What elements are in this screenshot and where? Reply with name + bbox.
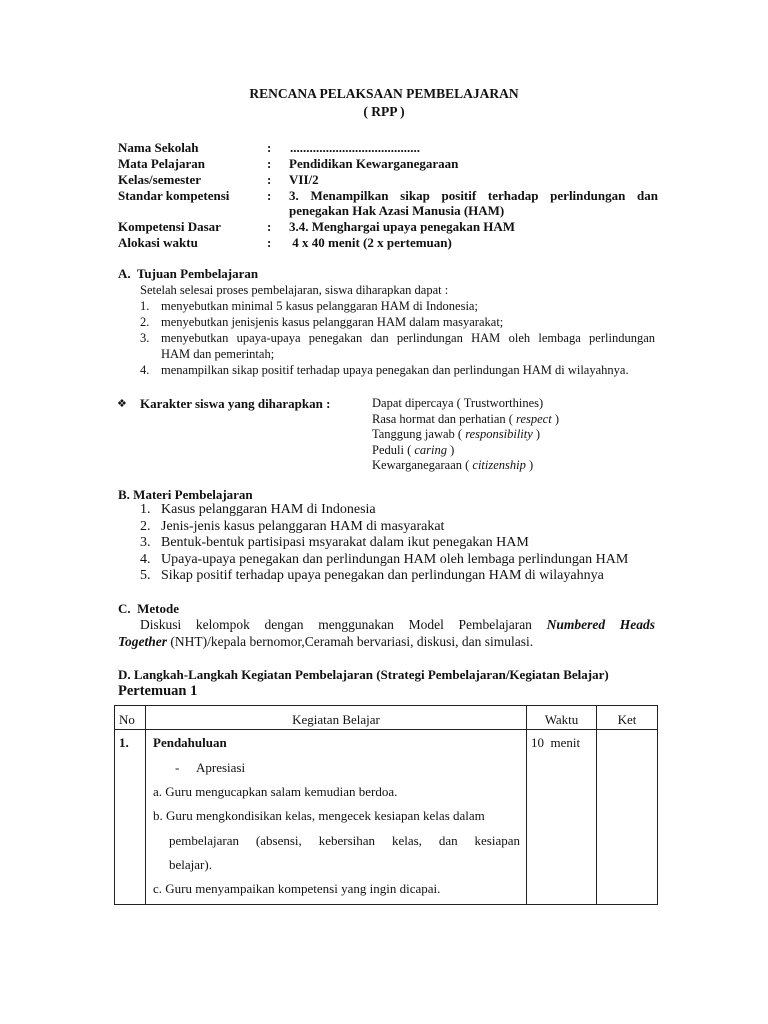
karakter-text: Tanggung jawab ( bbox=[372, 427, 466, 441]
metode-line-2 bbox=[118, 634, 533, 650]
row-waktu: 10 menit bbox=[531, 735, 581, 750]
header-ket: Ket bbox=[617, 712, 637, 727]
meta-row-kelas bbox=[118, 172, 658, 188]
list-text: Upaya-upaya penegakan dan perlindungan HAM oleh lembaga perlindungan HAM bbox=[161, 551, 629, 567]
list-item bbox=[140, 535, 655, 552]
table-divider bbox=[115, 729, 657, 730]
meta-row-standar bbox=[118, 188, 658, 204]
dash-bullet: - bbox=[175, 760, 180, 775]
meta-label: Mata Pelajaran bbox=[118, 156, 206, 171]
list-item bbox=[140, 298, 655, 314]
meta-label: Nama Sekolah bbox=[118, 140, 199, 155]
kegiatan-step-b-cont: belajar). bbox=[169, 857, 212, 872]
kegiatan-step-a: a. Guru mengucapkan salam kemudian berdoa. bbox=[153, 784, 398, 799]
apresiasi-label: Apresiasi bbox=[196, 760, 246, 775]
list-number: 2. bbox=[140, 315, 150, 329]
list-text: Sikap positif terhadap upaya penegakan dan perlindungan HAM di wilayahnya bbox=[161, 568, 604, 583]
karakter-text: ) bbox=[551, 411, 559, 426]
list-item bbox=[140, 362, 655, 378]
list-item bbox=[140, 502, 655, 519]
list-number: 3. bbox=[140, 331, 150, 345]
meta-colon: : bbox=[267, 219, 272, 234]
table-divider bbox=[596, 706, 597, 904]
kegiatan-step-c: c. Guru menyampaikan kompetensi yang ingin dicapai. bbox=[153, 881, 441, 896]
karakter-term: respect bbox=[516, 411, 552, 426]
meta-label: Alokasi waktu bbox=[118, 235, 198, 250]
list-number: 4. bbox=[140, 363, 150, 377]
header-no: No bbox=[119, 712, 135, 727]
karakter-item bbox=[372, 443, 559, 459]
section-heading-materi: B. Materi Pembelajaran bbox=[118, 487, 253, 502]
tujuan-list bbox=[140, 298, 655, 378]
header-waktu: Waktu bbox=[544, 712, 579, 727]
karakter-item bbox=[372, 427, 559, 443]
section-heading-metode: C. Metode bbox=[118, 601, 180, 616]
karakter-list bbox=[372, 396, 559, 474]
meta-label: Kelas/semester bbox=[118, 172, 202, 187]
karakter-item bbox=[372, 412, 559, 428]
meta-label: Kompetensi Dasar bbox=[118, 219, 221, 234]
list-number: 3. bbox=[140, 535, 151, 550]
meta-value: 3.4. Menghargai upaya penegakan HAM bbox=[289, 219, 516, 234]
list-item bbox=[140, 330, 655, 362]
karakter-term: caring bbox=[414, 442, 447, 457]
table-divider bbox=[526, 706, 527, 904]
karakter-item bbox=[372, 458, 559, 474]
list-text: menampilkan sikap positif terhadap upaya penegakan dan perlindungan HAM di wilayahnya. bbox=[161, 363, 629, 377]
meta-colon: : bbox=[267, 140, 272, 155]
kegiatan-table bbox=[114, 705, 658, 905]
row-number: 1. bbox=[119, 735, 129, 750]
list-text: Kasus pelanggaran HAM di Indonesia bbox=[161, 502, 376, 517]
meta-row-mata-pelajaran bbox=[118, 156, 658, 172]
karakter-text: ) bbox=[532, 427, 541, 441]
list-item bbox=[140, 314, 655, 330]
list-item bbox=[140, 519, 655, 536]
metode-model-name: Together bbox=[118, 634, 168, 649]
meta-value: VII/2 bbox=[289, 172, 319, 187]
row-title: Pendahuluan bbox=[153, 735, 227, 750]
materi-list bbox=[140, 502, 655, 585]
karakter-label: Karakter siswa yang diharapkan : bbox=[140, 396, 331, 411]
document-subtitle: ( RPP ) bbox=[363, 104, 405, 119]
kegiatan-step-b: b. Guru mengkondisikan kelas, mengecek kesiapan kelas dalam bbox=[153, 808, 485, 823]
meta-row-alokasi bbox=[118, 235, 658, 251]
karakter-text: ) bbox=[525, 458, 534, 472]
karakter-text: Rasa hormat dan perhatian ( bbox=[372, 411, 517, 426]
meta-colon: : bbox=[267, 156, 272, 171]
pertemuan-heading: Pertemuan 1 bbox=[118, 683, 198, 699]
karakter-term: citizenship bbox=[472, 458, 526, 472]
section-heading-tujuan: A. Tujuan Pembelajaran bbox=[118, 266, 259, 281]
karakter-text: Kewarganegaraan ( bbox=[372, 458, 473, 472]
karakter-text: ) bbox=[447, 442, 455, 457]
karakter-item: Dapat dipercaya ( Trustworthines) bbox=[372, 396, 544, 410]
meta-value: ........................................ bbox=[290, 140, 420, 155]
meta-value: Pendidikan Kewarganegaraan bbox=[289, 156, 459, 171]
meta-label: Standar kompetensi bbox=[118, 188, 230, 203]
meta-colon: : bbox=[267, 235, 272, 250]
meta-colon: : bbox=[267, 188, 272, 203]
meta-row-kompetensi bbox=[118, 219, 658, 235]
list-item bbox=[140, 552, 655, 569]
metode-model-name: Numbered Heads bbox=[546, 617, 655, 632]
list-number: 1. bbox=[140, 299, 150, 313]
header-kegiatan: Kegiatan Belajar bbox=[292, 712, 380, 727]
tujuan-intro: Setelah selesai proses pembelajaran, siswa diharapkan dapat : bbox=[140, 283, 449, 297]
kegiatan-step-b-cont: pembelajaran (absensi, kebersihan kelas, dan kesiapan bbox=[169, 833, 520, 848]
meta-value: 3. Menampilkan sikap positif terhadap perlindungan dan bbox=[289, 188, 658, 203]
meta-colon: : bbox=[267, 172, 272, 187]
meta-row-nama-sekolah bbox=[118, 140, 658, 156]
list-item bbox=[140, 568, 655, 585]
metode-text: (NHT)/kepala bernomor,Ceramah bervariasi, diskusi, dan simulasi. bbox=[167, 634, 534, 649]
karakter-text: Peduli ( bbox=[372, 442, 415, 457]
table-divider bbox=[145, 706, 146, 904]
list-text: Bentuk-bentuk partisipasi msyarakat dalam ikut penegakan HAM bbox=[161, 535, 529, 550]
section-heading-langkah: D. Langkah-Langkah Kegiatan Pembelajaran (Strategi Pembelajaran/Kegiatan Belajar) bbox=[118, 667, 609, 682]
metode-line-1 bbox=[140, 617, 655, 633]
document-title: RENCANA PELAKSAAN PEMBELAJARAN bbox=[249, 86, 519, 101]
meta-value-continuation: penegakan Hak Azasi Manusia (HAM) bbox=[289, 203, 505, 218]
diamond-bullet-icon: ❖ bbox=[117, 398, 127, 410]
list-number: 2. bbox=[140, 518, 151, 534]
karakter-term: responsibility bbox=[465, 427, 533, 441]
list-text-continuation: HAM dan pemerintah; bbox=[161, 347, 275, 361]
list-text: menyebutkan minimal 5 kasus pelanggaran HAM di Indonesia; bbox=[161, 299, 478, 313]
list-text: menyebutkan jenisjenis kasus pelanggaran HAM dalam masyarakat; bbox=[161, 315, 504, 329]
list-number: 4. bbox=[140, 551, 151, 567]
list-text: Jenis-jenis kasus pelanggaran HAM di masyarakat bbox=[161, 518, 445, 534]
list-number: 5. bbox=[140, 568, 151, 583]
list-text: menyebutkan upaya-upaya penegakan dan perlindungan HAM oleh lembaga perlindungan bbox=[161, 331, 655, 345]
meta-value: 4 x 40 menit (2 x pertemuan) bbox=[289, 235, 452, 250]
list-number: 1. bbox=[140, 502, 151, 517]
metode-text: Diskusi kelompok dengan menggunakan Model Pembelajaran bbox=[140, 617, 547, 632]
